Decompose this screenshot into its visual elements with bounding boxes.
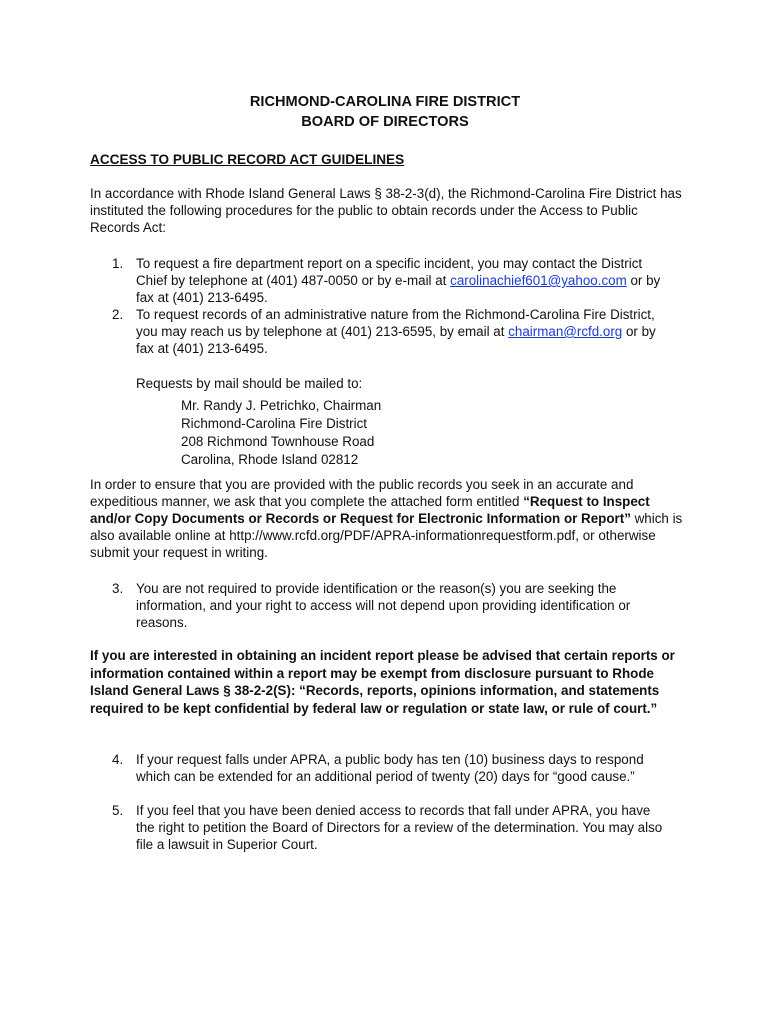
form-title: “Request to Inspect and/or Copy Documents or Records or Request for Electronic Information or Report” <box>90 494 650 526</box>
list-number: 1. <box>112 256 124 271</box>
mailing-address <box>181 397 381 469</box>
section-heading: ACCESS TO PUBLIC RECORD ACT GUIDELINES <box>90 152 405 167</box>
list-text <box>136 306 672 357</box>
chairman-email-link[interactable]: chairman@rcfd.org <box>508 324 623 339</box>
item1-text-before: To request a fire department report on a specific incident, you may contact the District Chief by telephone at (401) 487-0050 or by e-mail at <box>136 256 643 288</box>
address-line-3: 208 Richmond Townhouse Road <box>181 434 375 449</box>
para2-before: In order to ensure that you are provided with the public records you seek in an accurate and expeditious manner, we ask that you complete the attached form entitled <box>90 477 634 509</box>
form-request-paragraph <box>90 476 690 561</box>
list-text: If you feel that you have been denied access to records that fall under APRA, you have the right to petition the Board of Directors for a review of the determination. You may also file a lawsuit in Superior Court. <box>136 803 663 852</box>
intro-paragraph: In accordance with Rhode Island General Laws § 38-2-3(d), the Richmond-Carolina Fire District has instituted the following procedures for the public to obtain records under the Access to Public Records Act: <box>90 186 682 235</box>
list-number: 5. <box>112 803 124 818</box>
title-line-2: BOARD OF DIRECTORS <box>301 114 469 130</box>
address-line-2: Richmond-Carolina Fire District <box>181 416 368 431</box>
item2-text-before: To request records of an administrative nature from the Richmond-Carolina Fire District, you may reach us by telephone at (401) 213-6595, by email at <box>136 307 655 339</box>
para2-after: which is also available online at http://www.rcfd.org/PDF/APRA-informationrequestform.pdf, or otherwise submit your request in writing. <box>90 511 683 560</box>
exemption-notice: If you are interested in obtaining an incident report please be advised that certain reports or information contained within a report may be exempt from disclosure pursuant to Rhode Island General Laws § 38-2-2(S): “Records, reports, opinions information, and statements required to be kept confidential by federal law or regulation or state law, or rule of court.” <box>90 648 675 716</box>
list-number: 2. <box>112 307 124 322</box>
list-number: 3. <box>112 581 124 596</box>
title-line-1: RICHMOND-CAROLINA FIRE DISTRICT <box>249 94 521 110</box>
address-line-1: Mr. Randy J. Petrichko, Chairman <box>181 398 382 413</box>
list-text <box>136 255 672 306</box>
list-number: 4. <box>112 752 124 767</box>
item2-text-after: or by fax at (401) 213-6495. <box>136 324 656 356</box>
list-text: If your request falls under APRA, a public body has ten (10) business days to respond which can be extended for an additional period of twenty (20) days for “good cause.” <box>136 752 644 784</box>
item1-text-after: or by fax at (401) 213-6495. <box>136 273 661 305</box>
mail-intro: Requests by mail should be mailed to: <box>136 376 363 391</box>
list-text: You are not required to provide identification or the reason(s) you are seeking the information, and your right to access will not depend upon providing identification or reasons. <box>136 581 631 630</box>
chief-email-link[interactable]: carolinachief601@yahoo.com <box>450 273 627 288</box>
address-line-4: Carolina, Rhode Island 02812 <box>181 452 359 467</box>
